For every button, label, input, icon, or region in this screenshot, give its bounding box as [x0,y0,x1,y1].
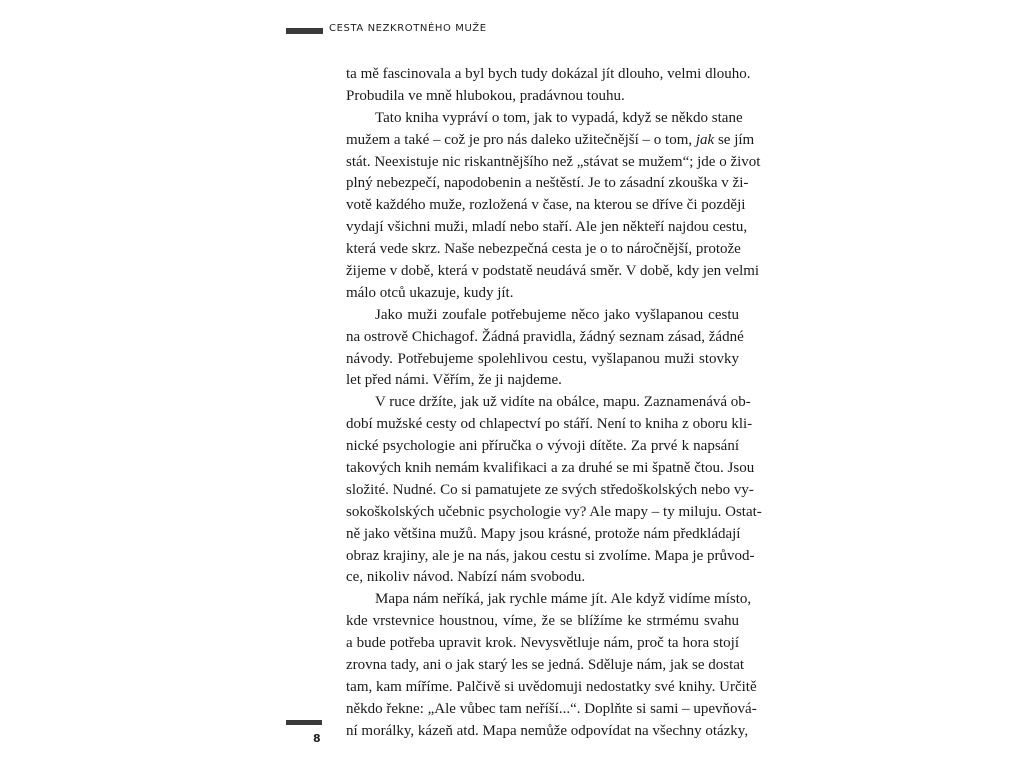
paragraph [346,392,762,589]
text-line: V ruce držíte, jak už vidíte na obálce, mapu. Zaznamenává ob- [375,394,751,411]
text-line: tam, kam míříme. Palčivě si uvědomuji nedostatky své knihy. Určitě [346,678,757,695]
text-line: plný nebezpečí, napodobenin a neštěstí. Je to zásadní zkouška v ži- [346,175,749,192]
text-line: a bude potřeba upravit krok. Nevysvětluje nám, proč ta hora stojí [346,635,739,652]
text-line: stát. Neexistuje nic riskantnějšího než „stávat se mužem“; jde o život [346,153,761,170]
text-line: Probudila ve mně hlubokou, pradávnou touhu. [346,87,625,104]
running-title: CESTA NEZKROTNÉHO MUŽE [329,23,487,34]
text-line: let před námi. Věřím, že ji najdeme. [346,372,562,389]
text-line: složité. Nudné. Co si pamatujete ze svých středoškolských nebo vy- [346,481,754,498]
paragraph [346,589,757,742]
text-line: Tato kniha vypráví o tom, jak to vypadá, když se někdo stane [375,109,743,126]
text-line: ně jako většina mužů. Mapy jsou krásné, protože nám předkládají [346,525,741,542]
text-line: dobí mužské cesty od chlapectví po stáří. Není to kniha z oboru kli- [346,416,753,433]
text-line: obraz krajiny, ale je na nás, jakou cestu si zvolíme. Mapa je průvod- [346,547,755,564]
text-line: málo otců ukazuje, kudy jít. [346,284,514,301]
body-text [346,64,762,743]
paragraph [346,108,761,305]
text-line: takových knih nemám kvalifikaci a za druhé se mi špatně čtou. Jsou [346,460,755,477]
text-line: která vede skrz. Naše nebezpečná cesta je o to náročnější, protože [346,241,741,258]
text-line: někdo řekne: „Ale vůbec tam neříší...“. Doplňte si sami – upevňová- [346,700,757,717]
text-line: ce, nikoliv návod. Nabízí nám svobodu. [346,569,586,586]
text-line: kde vrstevnice houstnou, víme, že se blížíme ke strmému svahu [346,613,739,630]
text-line: žijeme v době, která v podstatě neudává směr. V době, kdy jen velmi [346,263,760,280]
text-line: zrovna tady, ani o jak starý les se jedná. Sděluje nám, jak se dostat [346,657,745,674]
text-line: Jako muži zoufale potřebujeme něco jako vyšlapanou cestu [375,306,739,323]
text-line: na ostrově Chichagof. Žádná pravidla, žádný seznam zásad, žádné [346,328,744,345]
footer-rule [286,720,322,725]
text-line: sokoškolských učebnic psychologie vy? Ale mapy – ty miluju. Ostat- [346,503,762,520]
paragraph [346,64,751,108]
text-line: votě každého muže, rozložená v čase, na kterou se dříve či později [346,197,746,214]
text-line: ní morálky, kázeň atd. Mapa nemůže odpovídat na všechny otázky, [346,722,749,739]
paragraph [346,305,744,393]
page-number: 8 [313,732,321,745]
text-line: návody. Potřebujeme spolehlivou cestu, vyšlapanou muži stovky [346,350,739,367]
header-rule [286,28,323,34]
text-line: ta mě fascinovala a byl bych tudy dokázal jít dlouho, velmi dlouho. [346,66,751,82]
text-line: mužem a také – což je pro nás daleko užitečnější – o tom, jak se jím [346,131,755,148]
text-line: vydají všichni muži, mladí nebo staří. Ale jen někteří najdou cestu, [346,219,748,236]
text-line: Mapa nám neříká, jak rychle máme jít. Ale když vidíme místo, [375,591,752,608]
text-line: nické psychologie ani příručka o vývoji dítěte. Za prvé k napsání [346,438,739,455]
